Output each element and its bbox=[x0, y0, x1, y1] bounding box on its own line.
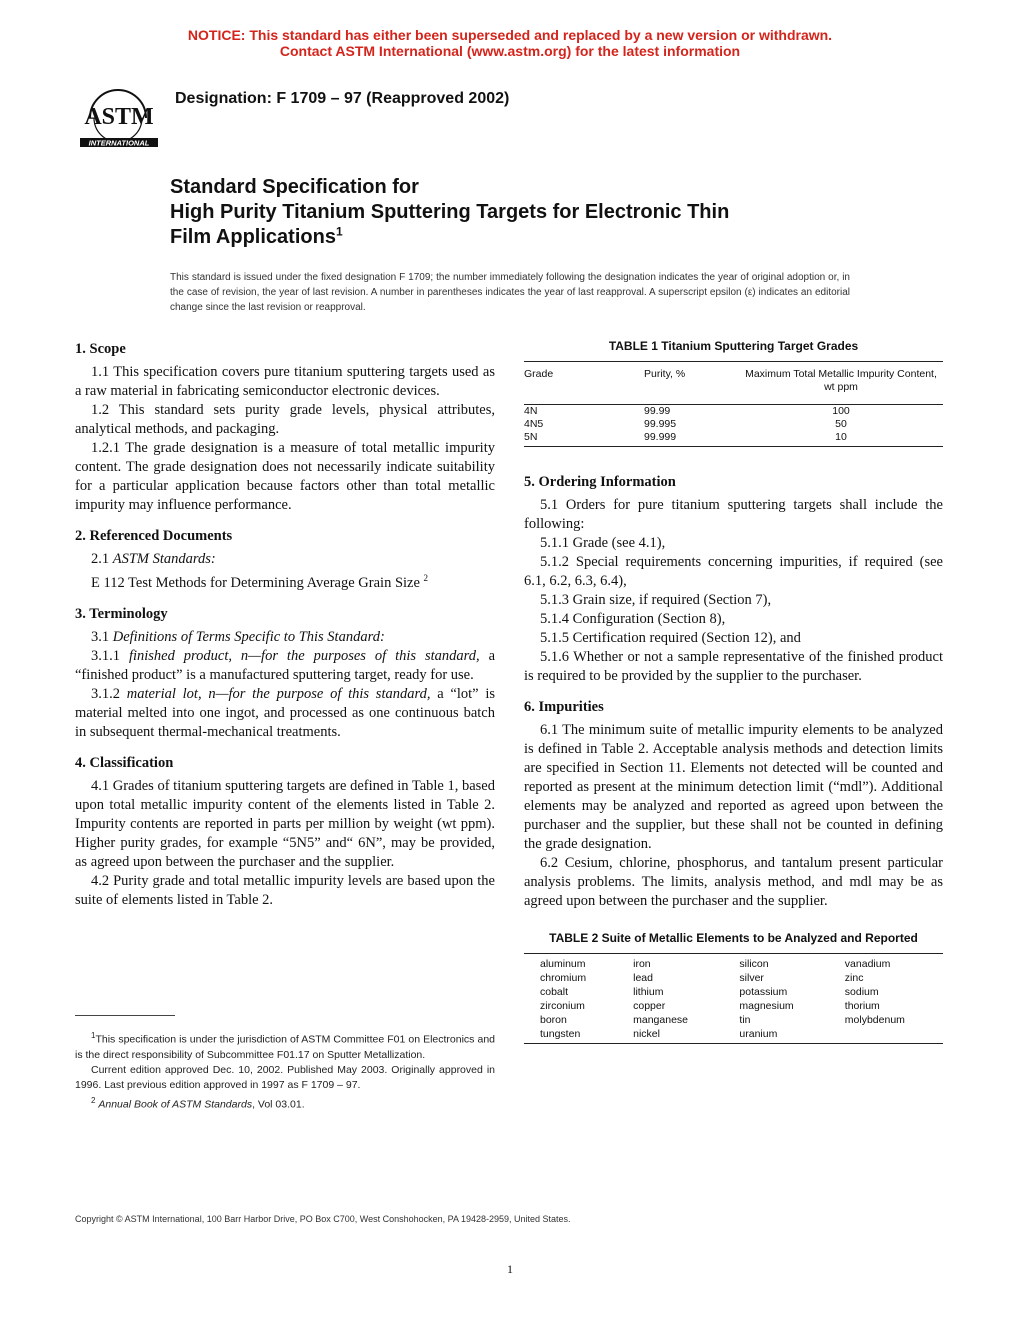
section-ordering-information bbox=[524, 473, 943, 686]
table-cell: 50 bbox=[835, 418, 847, 430]
table-cell bbox=[829, 1027, 943, 1044]
section-heading: 4. Classification bbox=[75, 754, 174, 771]
title-line-1: Standard Specification for bbox=[170, 176, 419, 198]
table-cell: potassium bbox=[739, 986, 788, 998]
document-title bbox=[170, 175, 890, 250]
table-cell: 4N5 bbox=[524, 418, 544, 430]
table-cell: iron bbox=[617, 954, 723, 972]
paragraph: 2.1 ASTM Standards: bbox=[91, 551, 216, 567]
paragraph: 3.1.1 finished product, n—for the purposes of this standard, a “finished product” is a manufactured sputtering target, ready for use. bbox=[75, 647, 495, 683]
table-cell: sodium bbox=[844, 986, 879, 998]
column-header: Maximum Total Metallic Impurity Content, wt ppm bbox=[739, 362, 943, 405]
table-cell: 4N bbox=[524, 405, 538, 417]
paragraph: 6.2 Cesium, chlorine, phosphorus, and tantalum present particular analysis problems. The limits, analysis method, and mdl may be as agreed upon between the purchaser and the supplier. bbox=[524, 855, 943, 909]
section-heading: 2. Referenced Documents bbox=[75, 528, 233, 544]
table-row bbox=[524, 405, 943, 419]
table-cell: lead bbox=[633, 972, 653, 984]
table-cell: cobalt bbox=[540, 986, 569, 998]
section-heading: 1. Scope bbox=[75, 341, 126, 357]
table-row bbox=[524, 1013, 943, 1027]
copyright-line: Copyright © ASTM International, 100 Barr Harbor Drive, PO Box C700, West Conshohocken, PA 19428-2959, United States. bbox=[75, 1214, 571, 1224]
section-scope bbox=[75, 340, 495, 515]
table-cell: 99.999 bbox=[644, 431, 739, 447]
table-cell: thorium bbox=[844, 1000, 880, 1012]
paragraph: E 112 Test Methods for Determining Average Grain Size $^2$ bbox=[91, 573, 429, 591]
section-heading: 3. Terminology bbox=[75, 605, 168, 622]
notice-line-1: NOTICE: This standard has either been superseded and replaced by a new version or withdrawn. bbox=[187, 27, 833, 43]
table-2 bbox=[524, 929, 943, 1044]
title-footnote-mark: 1 bbox=[335, 224, 343, 239]
table-cell: magnesium bbox=[739, 1000, 794, 1012]
table-cell: tungsten bbox=[524, 1027, 617, 1044]
list-item: 5.1.4 Configuration (Section 8), bbox=[540, 611, 726, 627]
table-row bbox=[524, 985, 943, 999]
table-row bbox=[524, 418, 943, 431]
paragraph: 4.1 Grades of titanium sputtering targets are defined in Table 1, based upon total metallic impurity content of the elements listed in Table 2. Impurity contents are reported in parts per million by weight (wt ppm). Higher purity grades, for example “5N5” and“ 6N”, may be provided, as agreed upon between the purchaser and the supplier. bbox=[75, 777, 495, 870]
table-cell: molybdenum bbox=[844, 1014, 905, 1026]
section-referenced-documents bbox=[75, 527, 495, 593]
issue-note: This standard is issued under the fixed designation F 1709; the number immediately following the designation indicates the year of original adoption or, in the case of revision, the year of last revision. A number in parentheses indicates the year of last reapproval. A superscript epsilon (ε) indicates an editorial change since the last revision or reapproval. bbox=[170, 272, 850, 313]
right-column bbox=[524, 337, 943, 1044]
section-classification bbox=[75, 754, 495, 910]
table-cell: tin bbox=[739, 1014, 751, 1026]
table-cell: 100 bbox=[832, 405, 850, 417]
table-cell: lithium bbox=[633, 986, 664, 998]
section-terminology bbox=[75, 605, 495, 742]
page-number: 1 bbox=[507, 1262, 513, 1276]
list-item: 5.1.3 Grain size, if required (Section 7), bbox=[540, 592, 772, 608]
table-cell: copper bbox=[633, 1000, 666, 1012]
list-item: 5.1.5 Certification required (Section 12), and bbox=[540, 630, 801, 646]
astm-logo bbox=[78, 78, 160, 150]
paragraph: 1.1 This specification covers pure titanium sputtering targets used as a raw material in fabricating semiconductor electronic devices. bbox=[75, 364, 495, 399]
table-header-row bbox=[524, 362, 943, 405]
column-header: Grade bbox=[524, 362, 644, 405]
paragraph: 3.1 Definitions of Terms Specific to This Standard: bbox=[91, 628, 385, 645]
paragraph: 3.1.2 material lot, n—for the purpose of this standard, a “lot” is material melted into one ingot, and processed as one continuous batch in subsequent thermal-mechanical treatments. bbox=[75, 685, 495, 740]
astm-international-logo-icon bbox=[78, 78, 160, 150]
section-heading: 5. Ordering Information bbox=[524, 474, 676, 490]
table-cell: 99.995 bbox=[644, 418, 677, 430]
notice-banner bbox=[0, 27, 1020, 59]
footnote-divider bbox=[75, 1015, 175, 1016]
list-item: 5.1.1 Grade (see 4.1), bbox=[540, 535, 666, 551]
footnotes bbox=[75, 1028, 495, 1112]
table-cell: silicon bbox=[723, 954, 828, 972]
title-line-3: Film Applications$^1$ bbox=[170, 224, 343, 248]
table-2-title: TABLE 2 Suite of Metallic Elements to be Analyzed and Reported bbox=[549, 931, 918, 945]
table-1 bbox=[524, 337, 943, 447]
table-row bbox=[524, 971, 943, 985]
table-2-grid bbox=[524, 953, 943, 1044]
table-cell: 99.99 bbox=[644, 405, 671, 417]
paragraph: 1.2.1 The grade designation is a measure of total metallic impurity content. The grade designation does not necessarily indicate suitability for a particular application because factors other than total metallic impurity may influence performance. bbox=[75, 440, 495, 513]
paragraph: 1.2 This standard sets purity grade levels, physical attributes, analytical methods, and packaging. bbox=[75, 402, 495, 437]
table-1-title: TABLE 1 Titanium Sputtering Target Grades bbox=[608, 339, 859, 353]
table-cell: 10 bbox=[739, 431, 943, 447]
table-cell: uranium bbox=[723, 1027, 828, 1044]
designation: Designation: F 1709 – 97 (Reapproved 2002) bbox=[175, 90, 510, 107]
footnote-1-continued: Current edition approved Dec. 10, 2002. Published May 2003. Originally approved in 1996. Last previous edition approved in 1997 as F 1709 – 97. bbox=[75, 1063, 495, 1091]
table-row bbox=[524, 1027, 943, 1044]
paragraph: 4.2 Purity grade and total metallic impurity levels are based upon the suite of elements listed in Table 2. bbox=[75, 872, 495, 908]
table-cell: nickel bbox=[617, 1027, 723, 1044]
table-cell: aluminum bbox=[524, 954, 617, 972]
notice-line-2: Contact ASTM International (www.astm.org) for the latest information bbox=[279, 43, 741, 59]
table-cell: 5N bbox=[524, 431, 644, 447]
table-row bbox=[524, 954, 943, 972]
column-header: Purity, % bbox=[644, 362, 739, 405]
table-cell: silver bbox=[739, 972, 764, 984]
table-cell: boron bbox=[540, 1014, 567, 1026]
section-impurities bbox=[524, 698, 943, 911]
logo-text: ASTM bbox=[84, 104, 154, 130]
title-line-2: High Purity Titanium Sputtering Targets for Electronic Thin bbox=[170, 201, 730, 223]
table-row bbox=[524, 431, 943, 447]
table-cell: zirconium bbox=[540, 1000, 585, 1012]
paragraph: 6.1 The minimum suite of metallic impurity elements to be analyzed is defined in Table 2. Acceptable analysis methods and detection limits are specified in Section 11. Elements not detected will be counted and reported as present at the minimum detection limit (“mdl”). Additional elements may be analyzed and reported as agreed upon between the purchaser and the supplier, but these shall not be counted in defining the grade designation. bbox=[524, 722, 943, 852]
footnote-2: $^2$ Annual Book of ASTM Standards, Vol 03.01. bbox=[91, 1095, 305, 1110]
section-heading: 6. Impurities bbox=[524, 699, 604, 715]
paragraph: 5.1 Orders for pure titanium sputtering targets shall include the following: bbox=[524, 497, 943, 532]
footnote-1: $^1$This specification is under the jurisdiction of ASTM Committee F01 on Electronics and is the direct responsibility of Subcommittee F01.17 on Sputter Metallization. bbox=[75, 1031, 495, 1061]
table-row bbox=[524, 999, 943, 1013]
list-item: 5.1.2 Special requirements concerning impurities, if required (see 6.1, 6.2, 6.3, 6.4), bbox=[524, 554, 943, 589]
list-item: 5.1.6 Whether or not a sample representative of the finished product is required to be provided by the supplier to the purchaser. bbox=[524, 649, 943, 684]
table-cell: zinc bbox=[844, 972, 864, 984]
table-cell: vanadium bbox=[829, 954, 943, 972]
table-cell: chromium bbox=[540, 972, 587, 984]
left-column bbox=[75, 340, 495, 922]
table-1-grid bbox=[524, 361, 943, 447]
table-cell: manganese bbox=[633, 1014, 688, 1026]
logo-subtext: INTERNATIONAL bbox=[88, 138, 150, 148]
